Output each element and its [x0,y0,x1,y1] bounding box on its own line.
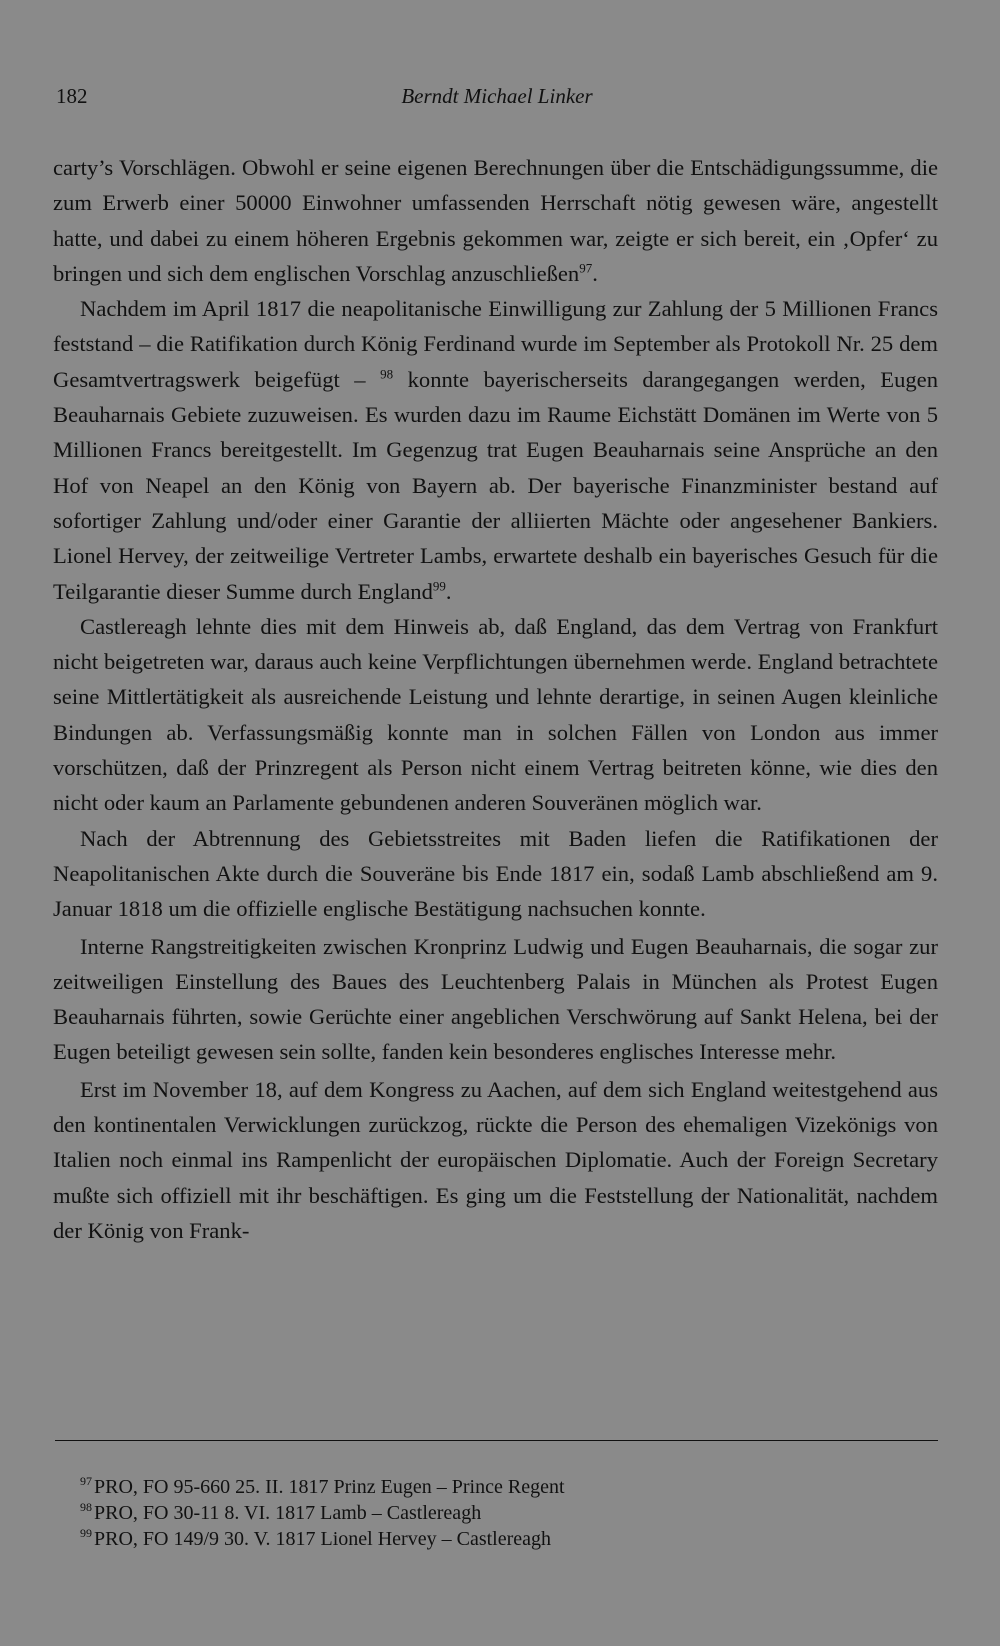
paragraph-1: carty’s Vorschlägen. Obwohl er seine eigenen Berechnungen über die Entschädigungssumme, die zum Erwerb einer 50000 Einwohner umfassenden Herrschaft nötig gewesen wäre, angestellt hatte, und dabei zu einem höheren Ergebnis gekommen war, zeigte er sich bereit, ein ‚Opfer‘ zu bringen und sich dem englischen Vorschlag anzuschließen$^{97}$. [53,155,938,286]
footnote-ref-99: 99 [432,578,446,594]
paragraph-6: Erst im November 18, auf dem Kongress zu Aachen, auf dem sich England weitestgehend aus den kontinentalen Verwicklungen zurückzog, rückte die Person des ehemaligen Vizekönigs von Italien noch einmal ins Rampenlicht der europäischen Diplomatie. Auch der Foreign Secretary mußte sich offiziell mit ihr beschäftigen. Es ging um die Feststellung der Nationalität, nachdem der König von Frank- [53,1076,938,1243]
page-number: 182 [56,84,88,108]
body-text [53,150,938,1248]
footnote-98: $^{98}$ PRO, FO 30-11 8. VI. 1817 Lamb – Castlereagh [80,1500,482,1524]
footnote-divider [55,1440,938,1441]
paragraph-3: Castlereagh lehnte dies mit dem Hinweis ab, daß England, das dem Vertrag von Frankfurt nicht beigetreten war, daraus auch keine Verpflichtungen übernehmen werde. England betrachtete seine Mittlertätigkeit als ausreichende Leistung und lehnte derartige, in seinen Augen kleinliche Bindungen ab. Verfassungsmäßig konnte man in solchen Fällen von London aus immer vorschützen, daß der Prinzregent als Person nicht einem Vertrag beitreten könne, wie dies den nicht oder kaum an Parlamente gebundenen anderen Souveränen möglich war. [53,613,938,816]
page-header [56,84,938,114]
footnote-ref-98: 98 [380,366,394,382]
footnote-97: $^{97}$ PRO, FO 95-660 25. II. 1817 Prinz Eugen – Prince Regent [80,1474,565,1498]
footnote-ref-97: 97 [579,260,593,276]
paragraph-5: Interne Rangstreitigkeiten zwischen Kronprinz Ludwig und Eugen Beauharnais, die sogar zur zeitweiligen Einstellung des Baues des Leuchtenberg Palais in München als Protest Eugen Beauharnais führten, sowie Gerüchte einer angeblichen Verschwörung auf Sankt Helena, bei der Eugen beteiligt gewesen sein sollte, fanden kein besonderes englisches Interesse mehr. [53,933,938,1065]
footnotes [80,1474,880,1552]
footnote-99: $^{99}$ PRO, FO 149/9 30. V. 1817 Lionel Hervey – Castlereagh [80,1526,552,1550]
paragraph-4: Nach der Abtrennung des Gebietsstreites mit Baden liefen die Ratifikationen der Neapolitanischen Akte durch die Souveräne bis Ende 1817 ein, sodaß Lamb abschließend am 9. Januar 1818 um die offizielle englische Bestätigung nachsuchen konnte. [53,825,938,922]
running-head: Berndt Michael Linker [401,84,593,108]
paragraph-2: Nachdem im April 1817 die neapolitanische Einwilligung zur Zahlung der 5 Millionen Francs feststand – die Ratifikation durch König Ferdinand wurde im September als Protokoll Nr. 25 dem Gesamtvertragswerk beigefügt – $^{98}$ konnte bayerischerseits darangegangen werden, Eugen Beauharnais Gebiete zuzuweisen. Es wurden dazu im Raume Eichstätt Domänen im Werte von 5 Millionen Francs bereitgestellt. Im Gegenzug trat Eugen Beauharnais seine Ansprüche an den Hof von Neapel an den König von Bayern ab. Der bayerische Finanzminister bestand auf sofortiger Zahlung und/oder einer Garantie der alliierten Mächte oder angesehener Bankiers. Lionel Hervey, der zeitweilige Vertreter Lambs, erwartete deshalb ein bayerisches Gesuch für die Teilgarantie dieser Summe durch England$^{99}$. [53,296,938,604]
